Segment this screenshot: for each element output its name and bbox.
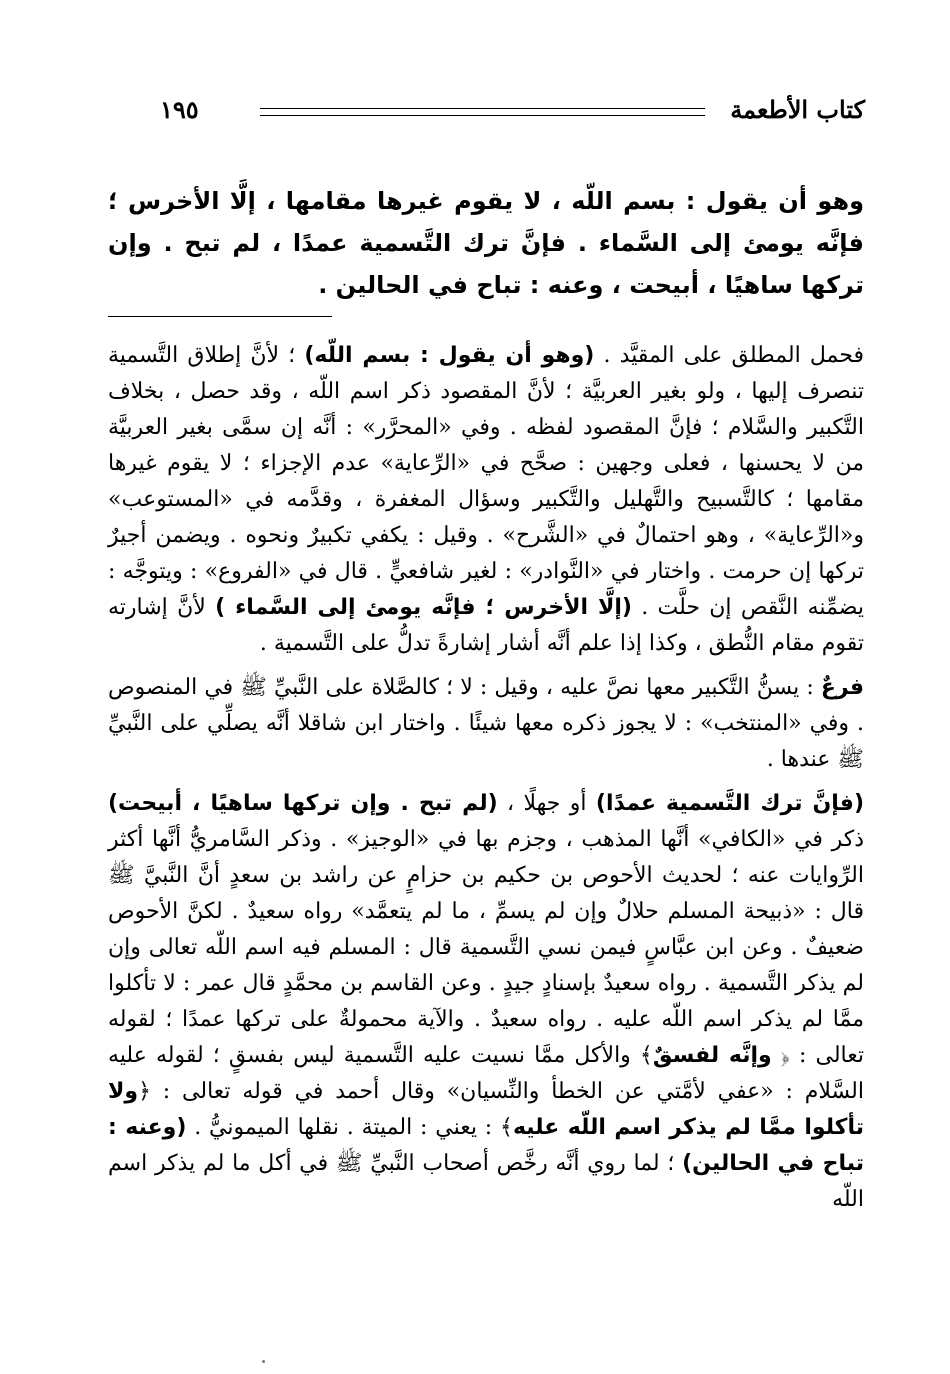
- commentary-run: ؛ لما روي أنَّه رخَّص أصحاب النَّبيِّ ﷺ في أكل ما لم يذكر اسم اللّه: [108, 1151, 864, 1212]
- quoted-matn-run: (وعنه : تباح في الحالين): [108, 1115, 864, 1176]
- matn-separator-rule: [108, 316, 332, 317]
- commentary-run: ذكر في «الكافي» أنَّها المذهب ، وجزم بها في «الوجيز» . وذكر السَّامريُّ أنَّها أكثر الرِّوايات عنه ؛ لحديث الأحوص بن حكيم بن حزامٍ عن راشد بن سعدٍ أنَّ النَّبيَّ ﷺ قال : «ذبيحة المسلم حلالٌ وإن لم يسمِّ ، ما لم يتعمَّد» رواه سعيدٌ . لكنَّ الأحوص ضعيفٌ . وعن ابن عبَّاسٍ فيمن نسي التَّسمية قال : المسلم فيه اسم اللّه تعالى وإن لم يذكر التَّسمية . رواه سعيدٌ بإسنادٍ جيدٍ . وعن القاسم بن محمَّدٍ قال عمر : لا تأكلوا ممَّا لم يذكر اسم اللّه عليه . رواه سعيدٌ . والآية محمولةٌ على تركها عمدًا ؛ لقوله تعالى : ﴿: [108, 827, 864, 1068]
- quoted-matn-run: (إلَّا الأخرس ؛ فإنَّه يومئ إلى السَّماء ): [215, 595, 632, 620]
- quoted-matn-run: ولا تأكلوا ممَّا لم يذكر اسم اللّه عليه: [108, 1079, 864, 1140]
- matn-text: وهو أن يقول : بسم اللّه ، لا يقوم غيرها مقامها ، إلَّا الأخرس ؛ فإنَّه يومئ إلى السَّماء . فإنَّ ترك التَّسمية عمدًا ، لم تبح . وإن تركها ساهيًا ، أبيحت ، وعنه : تباح في الحالين .: [108, 187, 864, 299]
- commentary-run: ﴾ : يعني : الميتة . نقلها الميمونيُّ .: [186, 1115, 513, 1140]
- commentary-run: ﴾ والأكل ممَّا نسيت عليه التَّسمية ليس بفسقٍ ؛ لقوله عليه السَّلام : «عفي لأمَّتي عن الخطأ والنِّسيان» وقال أحمد في قوله تعالى : ﴿: [108, 1043, 864, 1104]
- commentary-paragraph: [108, 338, 864, 662]
- book-title: كتاب الأطعمة: [730, 95, 865, 124]
- quoted-matn-run: فرعٌ: [820, 675, 864, 700]
- commentary-paragraph: [108, 670, 864, 778]
- page-header: [150, 92, 865, 132]
- quoted-matn-run: (فإنَّ ترك التَّسمية عمدًا): [595, 791, 865, 816]
- commentary-run: لأنَّ إشارته تقوم مقام النُّطق ، وكذا إذا علم أنَّه أشار إشارةً تدلُّ على التَّسمية .: [108, 595, 864, 656]
- quoted-matn-run: (لم تبح . وإن تركها ساهيًا ، أبيحت): [108, 791, 498, 816]
- commentary-run: فحمل المطلق على المقيَّد .: [594, 343, 864, 368]
- commentary-paragraph: [108, 786, 864, 1218]
- commentary-run: ؛ لأنَّ إطلاق التَّسمية تنصرف إليها ، ولو بغير العربيَّة ؛ لأنَّ المقصود ذكر اسم اللّه ، وقد حصل ، بخلاف التَّكبير والسَّلام ؛ فإنَّ المقصود لفظه . وفي «المحرَّر» : أنَّه إن سمَّى بغير العربيَّة من لا يحسنها ، فعلى وجهين : صحَّح في «الرِّعاية» عدم الإجزاء ؛ لا يقوم غيرها مقامها ؛ كالتَّسبيح والتَّهليل والتَّكبير وسؤال المغفرة ، وقدَّمه في «المستوعب» و«الرِّعاية» ، وهو احتمالٌ في «الشَّرح» . وقيل : يكفي تكبيرٌ ونحوه . ويضمن أجيرٌ تركها إن حرمت . واختار في «النَّوادر» : لغير شافعيٍّ . قال في «الفروع» : ويتوجَّه : يضمِّنه النَّقص إن حلَّت .: [108, 343, 864, 620]
- quoted-matn-run: وإنَّه لفسقٌ: [652, 1043, 772, 1068]
- page-speck: [262, 1360, 265, 1363]
- commentary-run: أو جهلًا ،: [497, 791, 596, 816]
- quoted-matn-run: (وهو أن يقول : بسم اللّه): [304, 343, 595, 368]
- page-number: ١٩٥: [160, 95, 199, 124]
- header-rule: [260, 108, 705, 116]
- commentary-body: [108, 338, 864, 1226]
- commentary-run: : يسنُّ التَّكبير معها نصَّ عليه ، وقيل : لا ؛ كالصَّلاة على النَّبيِّ ﷺ في المنصوص . وفي «المنتخب» : لا يجوز ذكره معها شيئًا . واختار ابن شاقلا أنَّه يصلِّي على النَّبيِّ ﷺ عندها .: [108, 675, 864, 772]
